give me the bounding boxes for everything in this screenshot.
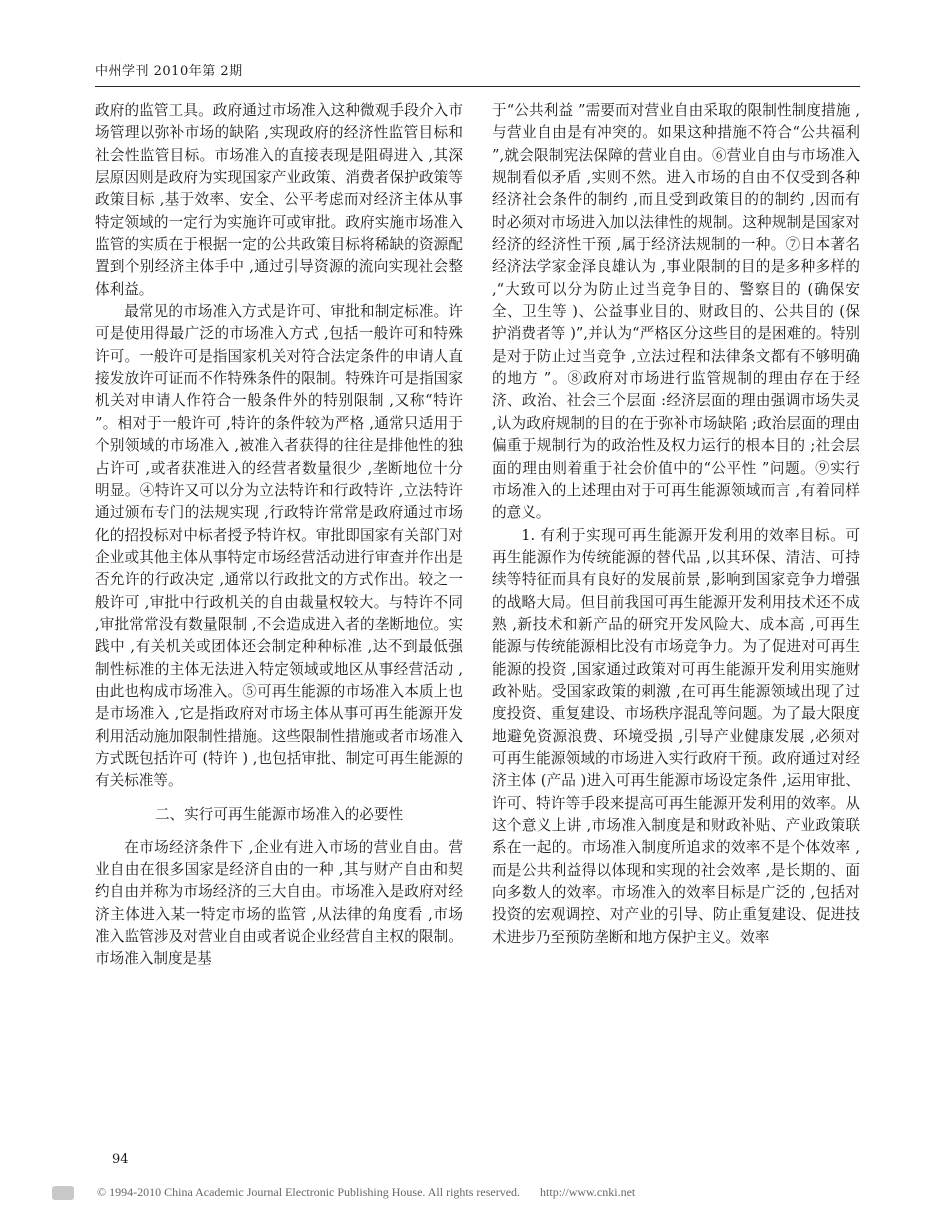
copyright-footer [52,1185,912,1200]
footer-url[interactable]: http://www.cnki.net [540,1185,636,1199]
running-header: 中州学刊 2010年第 2期 [95,64,243,79]
left-column [95,100,463,971]
copyright-text: © 1994-2010 China Academic Journal Electronic Publishing House. All rights reserved. [97,1185,521,1199]
paragraph: 于“公共利益 ”需要而对营业自由采取的限制性制度措施 ,与营业自由是有冲突的。如果这种措施不符合“公共福利 ”,就会限制宪法保障的营业自由。⑥营业自由与市场准入规制看似矛盾 ,实则不然。进入市场的自由不仅受到各种经济社会条件的制约 ,而且受到政策目的的制约 ,因而有时必须对市场进入加以法律性的规制。这种规制是国家对经济的经济性干预 ,属于经济法规制的一种。⑦日本著名经济法学家金泽良雄认为 ,事业限制的目的是多种多样的 ,“大致可以分为防止过当竞争目的、警察目的 (确保安全、卫生等 )、公益事业目的、财政目的、公共目的 (保护消费者等 )”,并认为“严格区分这些目的是困难的。特别是对于防止过当竞争 ,立法过程和法律条文都有不够明确的地方 ”。⑧政府对市场进行监管规制的理由存在于经济、政治、社会三个层面 :经济层面的理由强调市场失灵 ,认为政府规制的目的在于弥补市场缺陷 ;政治层面的理由偏重于规制行为的政治性及权力运行的根本目的 ;社会层面的理由则着重于社会价值中的“公平性 ”问题。⑨实行市场准入的上述理由对于可再生能源领域而言 ,有着同样的意义。 [492,102,860,522]
paragraph: 在市场经济条件下 ,企业有进入市场的营业自由。营业自由在很多国家是经济自由的一种 ,其与财产自由和契约自由并称为市场经济的三大自由。市场准入是政府对经济主体进入某一特定市场的监管 ,从法律的角度看 ,市场准入监管涉及对营业自由或者说企业经营自主权的限制。市场准入制度是基 [95,838,463,968]
header-rule [95,86,860,87]
right-column [492,100,860,949]
paragraph: 1. 有利于实现可再生能源开发利用的效率目标。可再生能源作为传统能源的替代品 ,以其环保、清洁、可持续等特征而具有良好的发展前景 ,影响到国家竞争力增强的战略大局。但目前我国可再生能源开发利用技术还不成熟 ,新技术和新产品的研究开发风险大、成本高 ,可再生能源与传统能源相比没有市场竞争力。为了促进对可再生能源的投资 ,国家通过政策对可再生能源开发利用实施财政补贴。受国家政策的刺激 ,在可再生能源领域出现了过度投资、重复建设、市场秩序混乱等问题。为了最大限度地避免资源浪费、环境受损 ,引导产业健康发展 ,必须对可再生能源领域的市场进入实行政府干预。政府通过对经济主体 (产品 )进入可再生能源市场设定条件 ,运用审批、许可、特许等手段来提高可再生能源开发利用的效率。从这个意义上讲 ,市场准入制度是和财政补贴、产业政策联系在一起的。市场准入制度所追求的效率不是个体效率 ,而是公共利益得以体现和实现的社会效率 ,是长期的、面向多数人的效率。市场准入的效率目标是广泛的 ,包括对投资的宏观调控、对产业的引导、防止重复建设、促进技术进步乃至预防垄断和地方保护主义。效率 [492,526,860,946]
section-heading: 二、实行可再生能源市场准入的必要性 [154,805,404,823]
paragraph: 政府的监管工具。政府通过市场准入这种微观手段介入市场管理以弥补市场的缺陷 ,实现政府的经济性监管目标和社会性监管目标。市场准入的直接表现是阻碍进入 ,其深层原因则是政府为实现国家产业政策、消费者保护政策等政策目标 ,基于效率、安全、公平考虑而对经济主体从事特定领域的一定行为实施许可或审批。政府实施市场准入监管的实质在于根据一定的公共政策目标将稀缺的资源配置到个别经济主体手中 ,通过引导资源的流向实现社会整体利益。 [95,102,463,298]
paragraph: 最常见的市场准入方式是许可、审批和制定标准。许可是使用得最广泛的市场准入方式 ,包括一般许可和特殊许可。一般许可是指国家机关对符合法定条件的申请人直接发放许可证而不作特殊条件的限制。特殊许可是指国家机关对申请人作符合一般条件外的特别限制 ,又称“特许 ”。相对于一般许可 ,特许的条件较为严格 ,通常只适用于个别领域的市场准入 ,被准入者获得的往往是排他性的独占许可 ,或者获准进入的经营者数量很少 ,垄断地位十分明显。④特许又可以分为立法特许和行政特许 ,立法特许通过颁布专门的法规实现 ,行政特许常常是政府通过市场化的招投标对中标者授予特许权。审批即国家有关部门对企业或其他主体从事特定市场经营活动进行审查并作出是否允许的行政决定 ,通常以行政批文的方式作出。较之一般许可 ,审批中行政机关的自由裁量权较大。与特许不同 ,审批常常没有数量限制 ,不会造成进入者的垄断地位。实践中 ,有关机关或团体还会制定种种标准 ,达不到最低强制性标准的主体无法进入特定领域或地区从事经营活动 ,由此也构成市场准入。⑤可再生能源的市场准入本质上也是市场准入 ,它是指政府对市场主体从事可再生能源开发利用活动施加限制性措施。这些限制性措施或者市场准入方式既包括许可 (特许 ) ,也包括审批、制定可再生能源的有关标准等。 [95,303,463,790]
page-number: 94 [112,1152,129,1167]
publisher-logo-icon [52,1186,74,1200]
